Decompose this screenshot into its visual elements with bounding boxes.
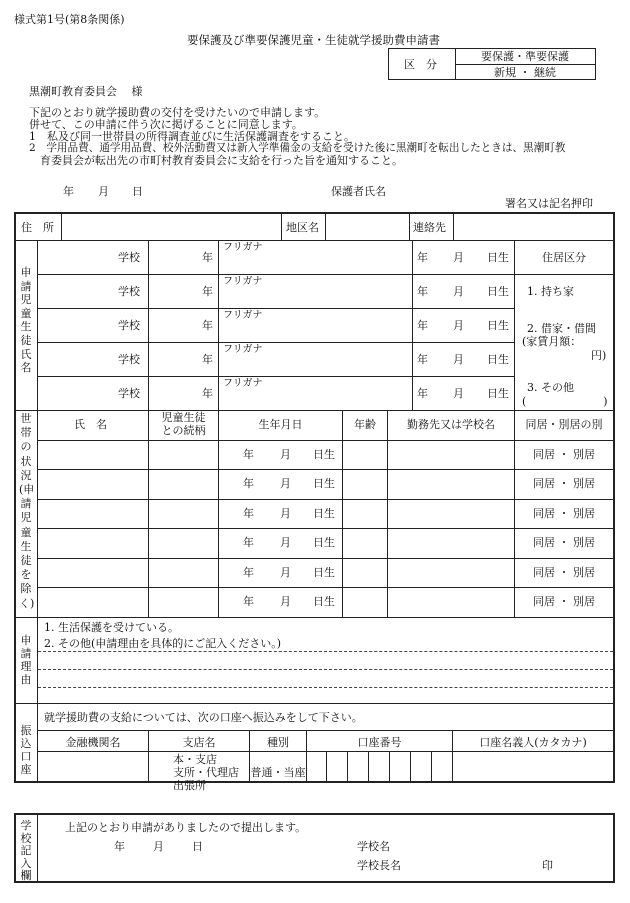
principal-name-label: 学校長名: [357, 859, 401, 872]
household-birthdate-header: 生年月日: [258, 418, 303, 431]
branch-option-main[interactable]: 本・支店: [173, 753, 217, 766]
intro-line-3: 1 私及び同一世帯員の所得調査並びに生活保護調査をすること。: [29, 130, 355, 143]
contact-field[interactable]: [454, 214, 613, 240]
household-birth-month: 月: [280, 477, 291, 490]
applicant-birth-month: 月: [453, 285, 464, 298]
household-birth-year: 年: [243, 595, 254, 608]
applicant-birth-year: 年: [417, 353, 428, 366]
contact-label: 連絡先: [413, 221, 446, 234]
guardian-name-label: 保護者氏名: [331, 185, 386, 198]
applicant-birth-year: 年: [417, 319, 428, 332]
applicant-birth-year: 年: [417, 285, 428, 298]
school-date-day: 日: [192, 840, 203, 853]
household-birth-year: 年: [243, 477, 254, 490]
application-table: [14, 212, 615, 783]
household-relation-header-2: との続柄: [161, 424, 206, 437]
intro-line-4: 2 学用品費、通学用品費、校外活動費又は新入学準備金の支給を受けた後に黒潮町を転出したときは、黒潮町教: [29, 142, 566, 154]
applicant-furigana-label: フリガナ: [223, 242, 263, 253]
household-birth-month: 月: [280, 536, 291, 549]
rent-amount-unit: 円): [591, 349, 607, 362]
branch-option-agency[interactable]: 支所・代理店: [173, 766, 239, 779]
household-birth-month: 月: [280, 448, 291, 461]
applicant-grade-label: 年: [202, 251, 213, 264]
household-relation-header-1: 児童生徒: [161, 411, 206, 424]
intro-line-2: 併せて、この申請に伴う次に掲げることに同意します。: [29, 118, 303, 131]
intro-line-5: 育委員会が転出先の市町村教育委員会に支給を行った旨を通知すること。: [29, 154, 403, 167]
household-cohab-option[interactable]: 同居 ・ 別居: [533, 448, 595, 461]
applicant-grade-label: 年: [202, 285, 213, 298]
applicant-school-label: 学校: [118, 319, 140, 332]
application-date-year: 年: [63, 185, 74, 198]
form-title: 要保護及び準要保護児童・生徒就学援助費申請書: [187, 33, 440, 47]
applicant-birth-month: 月: [453, 319, 464, 332]
household-cohab-option[interactable]: 同居 ・ 別居: [533, 536, 595, 549]
applicant-grade-label: 年: [202, 387, 213, 400]
residence-option-rented[interactable]: 2. 借家・借間: [527, 322, 596, 335]
bank-name-header: 金融機関名: [65, 736, 121, 749]
household-cohab-header: 同居・別居の別: [525, 418, 603, 431]
intro-line-1: 下記のとおり就学援助費の交付を受けたいので申請します。: [29, 106, 326, 119]
applicant-school-label: 学校: [118, 251, 140, 264]
applicant-birth-day: 日生: [487, 387, 509, 400]
school-date-year: 年: [114, 840, 125, 853]
application-date-month: 月: [98, 185, 109, 198]
account-number-header: 口座番号: [357, 736, 402, 749]
household-workplace-header: 勤務先又は学校名: [407, 418, 495, 431]
signature-note: 署名又は記名押印: [505, 197, 593, 210]
address-field[interactable]: [62, 214, 281, 240]
application-date-day: 日: [132, 185, 143, 198]
branch-option-office[interactable]: 出張所: [173, 779, 206, 792]
applicant-furigana-label: フリガナ: [223, 378, 263, 389]
category-option-new-continue[interactable]: 新規 ・ 継続: [494, 66, 556, 79]
account-holder-field[interactable]: [453, 752, 613, 783]
applicant-birth-year: 年: [417, 251, 428, 264]
applicant-grade-label: 年: [202, 319, 213, 332]
applicant-furigana-label: フリガナ: [223, 344, 263, 355]
household-birth-day: 日生: [313, 566, 335, 579]
household-age-header: 年齢: [354, 418, 376, 431]
applicant-birth-day: 日生: [487, 285, 509, 298]
district-label: 地区名: [286, 221, 319, 234]
household-birth-day: 日生: [313, 448, 335, 461]
applicant-school-label: 学校: [118, 353, 140, 366]
reason-item-welfare[interactable]: 1. 生活保護を受けている。: [44, 621, 179, 634]
school-statement: 上記のとおり申請がありましたので提出します。: [65, 821, 307, 834]
household-cohab-option[interactable]: 同居 ・ 別居: [533, 595, 595, 608]
district-field[interactable]: [326, 214, 409, 240]
applicant-birth-day: 日生: [487, 251, 509, 264]
category-option-protection[interactable]: 要保護・準要保護: [481, 50, 569, 63]
household-birth-month: 月: [280, 566, 291, 579]
applicant-birth-day: 日生: [487, 353, 509, 366]
applicant-birth-year: 年: [417, 387, 428, 400]
applicants-section-label: 申請児童生徒氏名: [20, 266, 32, 375]
applicant-school-label: 学校: [118, 387, 140, 400]
household-birth-year: 年: [243, 507, 254, 520]
residence-option-other[interactable]: 3. その他: [527, 381, 574, 394]
household-cohab-option[interactable]: 同居 ・ 別居: [533, 566, 595, 579]
household-birth-year: 年: [243, 448, 254, 461]
applicant-birth-month: 月: [453, 387, 464, 400]
household-birth-month: 月: [280, 507, 291, 520]
household-birth-day: 日生: [313, 477, 335, 490]
addressee: 黒潮町教育委員会 様: [29, 85, 143, 98]
seal-mark: 印: [542, 859, 553, 872]
household-birth-month: 月: [280, 595, 291, 608]
form-number: 様式第1号(第8条関係): [14, 13, 125, 26]
transfer-section-label: 振込口座: [20, 724, 32, 776]
residence-header: 住居区分: [542, 251, 586, 264]
transfer-instruction: 就学援助費の支給については、次の口座へ振込みをして下さい。: [44, 711, 363, 724]
household-birth-day: 日生: [313, 595, 335, 608]
household-cohab-option[interactable]: 同居 ・ 別居: [533, 507, 595, 520]
residence-other-paren: ( ): [522, 395, 608, 408]
residence-option-owned[interactable]: 1. 持ち家: [527, 285, 574, 298]
applicant-furigana-label: フリガナ: [223, 310, 263, 321]
school-name-label: 学校名: [357, 840, 390, 853]
applicant-grade-label: 年: [202, 353, 213, 366]
address-label: 住 所: [21, 221, 54, 234]
household-birth-year: 年: [243, 566, 254, 579]
account-holder-header: 口座名義人(カタカナ): [479, 736, 587, 749]
applicant-birth-day: 日生: [487, 319, 509, 332]
rent-amount-label: (家賃月額：: [522, 335, 582, 348]
household-cohab-option[interactable]: 同居 ・ 別居: [533, 477, 595, 490]
applicant-birth-month: 月: [453, 353, 464, 366]
household-section-label: 世帯の状況(申請児童生徒を除く): [19, 412, 35, 610]
school-date-month: 月: [153, 840, 164, 853]
bank-name-field[interactable]: [38, 752, 148, 783]
school-section-label: 学校記入欄: [20, 819, 32, 882]
applicant-birth-month: 月: [453, 251, 464, 264]
account-type-options[interactable]: 普通・当座: [250, 766, 306, 779]
category-label: 区 分: [404, 58, 437, 71]
applicant-furigana-label: フリガナ: [223, 276, 263, 287]
household-birth-year: 年: [243, 536, 254, 549]
account-type-header: 種別: [267, 736, 289, 749]
household-name-header: 氏 名: [74, 418, 107, 431]
category-box: [388, 48, 596, 80]
reason-section-label: 申請理由: [20, 634, 32, 686]
branch-name-header: 支店名: [182, 736, 216, 749]
household-birth-day: 日生: [313, 536, 335, 549]
reason-item-other[interactable]: 2. その他(申請理由を具体的にご記入ください。): [44, 637, 282, 650]
applicant-school-label: 学校: [118, 285, 140, 298]
household-birth-day: 日生: [313, 507, 335, 520]
